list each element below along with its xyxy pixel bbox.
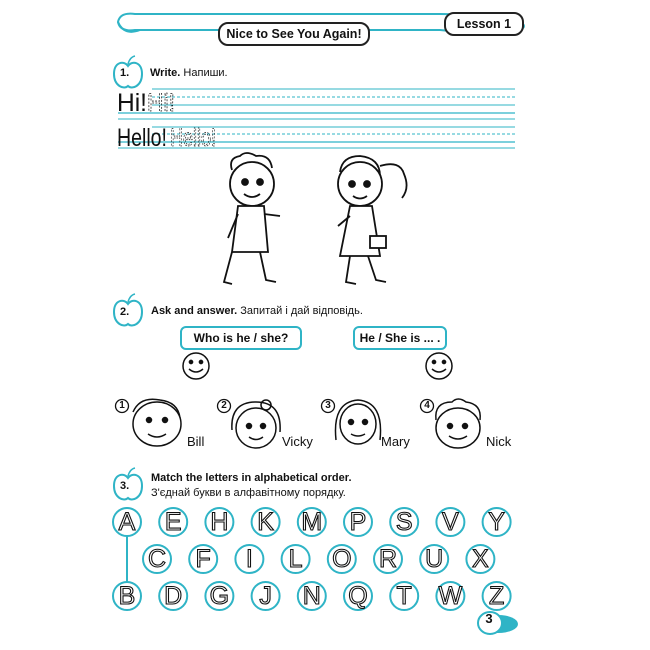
letter-c[interactable]: C [147,545,167,573]
trace-word-hello[interactable]: Hello! [170,124,216,152]
child-name-mary: Mary [381,434,410,449]
task1-instruction-ua: Напиши. [183,67,228,79]
child-name-nick: Nick [486,434,512,449]
letter-i[interactable]: I [245,545,253,573]
task3-instruction-en: Match the letters in alphabetical order. [151,472,352,484]
letter-t[interactable]: T [396,582,412,610]
task2-instruction-ua: Запитай і дай відповідь. [240,305,363,317]
letter-k[interactable]: K [257,508,274,536]
letter-h[interactable]: H [210,508,229,536]
task1-instruction-en: Write. [150,67,181,79]
write-word-hi: Hi! [117,89,147,117]
letter-w[interactable]: W [438,582,463,610]
task3-instruction-ua: З'єднай букви в алфавітному порядку. [151,487,346,499]
trace-word-hi[interactable]: Hi! [147,89,175,117]
task2-instruction [151,305,363,317]
letter-u[interactable]: U [425,545,444,573]
letter-x[interactable]: X [472,545,489,573]
child-number: 1 [119,400,125,411]
letter-l[interactable]: L [288,545,303,573]
letter-q[interactable]: Q [348,582,368,610]
child-name-vicky: Vicky [282,434,313,449]
letter-j[interactable]: J [259,582,272,610]
task2-number: 2. [120,306,130,318]
write-word-hello: Hello! [117,124,167,152]
letter-e[interactable]: E [164,508,182,536]
letter-n[interactable]: N [302,582,321,610]
child-number: 2 [221,400,227,411]
child-name-bill: Bill [187,434,205,449]
task2-instruction-en: Ask and answer. [151,305,238,317]
page-title: Nice to See You Again! [218,22,370,46]
letter-m[interactable]: M [301,508,323,536]
page-number: 3 [485,611,493,626]
letter-b[interactable]: B [118,582,136,610]
letter-v[interactable]: V [442,508,459,536]
letter-d[interactable]: D [164,582,183,610]
child-number: 4 [424,400,430,411]
lesson-label: Lesson 1 [444,12,524,36]
letter-p[interactable]: P [349,508,367,536]
letter-a[interactable]: A [118,508,136,536]
letter-g[interactable]: G [209,582,230,610]
task3-number: 3. [120,480,130,492]
letter-s[interactable]: S [395,508,413,536]
letter-y[interactable]: Y [488,508,505,536]
child-number: 3 [325,400,331,411]
letter-r[interactable]: R [378,545,398,573]
letter-o[interactable]: O [332,545,352,573]
task1-number: 1. [120,67,130,79]
letter-f[interactable]: F [195,545,211,573]
question-bubble: Who is he / she? [180,326,302,350]
answer-bubble: He / She is ... . [353,326,447,350]
letter-z[interactable]: Z [488,582,505,610]
